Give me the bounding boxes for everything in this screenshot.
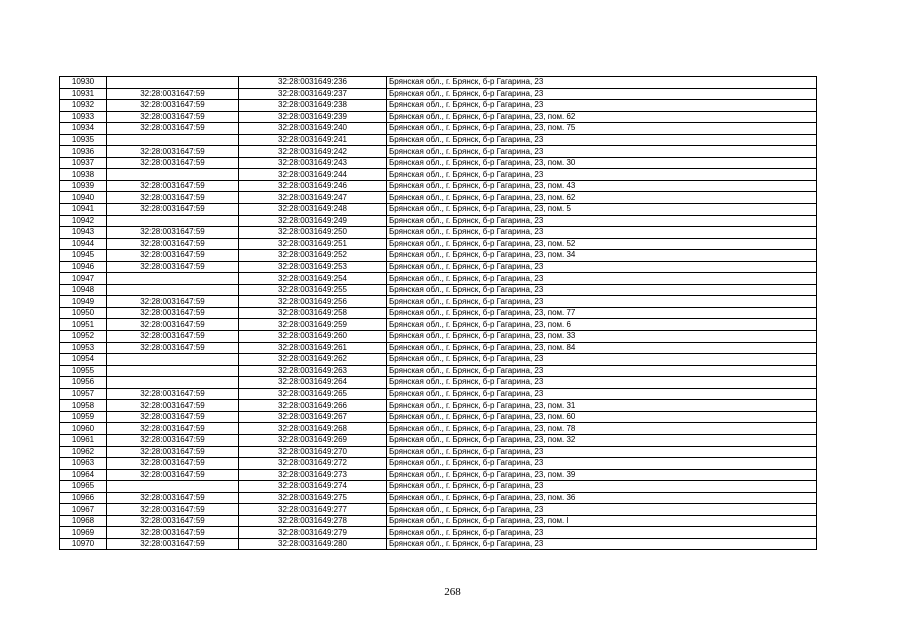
cadastral-number-cell: 32:28:0031649:239: [239, 111, 387, 123]
parent-cadastral-cell: [107, 481, 239, 493]
cadastral-number-cell: 32:28:0031649:259: [239, 319, 387, 331]
row-number-cell: 10946: [60, 261, 107, 273]
table-row: [60, 538, 817, 550]
row-number-cell: 10964: [60, 469, 107, 481]
parent-cadastral-cell: 32:28:0031647:59: [107, 123, 239, 135]
table-row: [60, 123, 817, 135]
parent-cadastral-cell: 32:28:0031647:59: [107, 250, 239, 262]
parent-cadastral-cell: 32:28:0031647:59: [107, 192, 239, 204]
address-cell: Брянская обл., г. Брянск, б-р Гагарина, 23: [387, 388, 817, 400]
row-number-cell: 10945: [60, 250, 107, 262]
table-row: [60, 527, 817, 539]
row-number-cell: 10966: [60, 492, 107, 504]
parent-cadastral-cell: 32:28:0031647:59: [107, 446, 239, 458]
row-number-cell: 10940: [60, 192, 107, 204]
row-number-cell: 10963: [60, 458, 107, 470]
row-number-cell: 10937: [60, 157, 107, 169]
table-row: [60, 365, 817, 377]
parent-cadastral-cell: 32:28:0031647:59: [107, 331, 239, 343]
table-row: [60, 423, 817, 435]
address-cell: Брянская обл., г. Брянск, б-р Гагарина, 23, пом. 6: [387, 319, 817, 331]
cadastral-number-cell: 32:28:0031649:254: [239, 273, 387, 285]
address-cell: Брянская обл., г. Брянск, б-р Гагарина, 23: [387, 77, 817, 89]
parent-cadastral-cell: 32:28:0031647:59: [107, 100, 239, 112]
parent-cadastral-cell: 32:28:0031647:59: [107, 238, 239, 250]
address-cell: Брянская обл., г. Брянск, б-р Гагарина, 23: [387, 354, 817, 366]
row-number-cell: 10942: [60, 215, 107, 227]
address-cell: Брянская обл., г. Брянск, б-р Гагарина, 23: [387, 538, 817, 550]
table-row: [60, 515, 817, 527]
parent-cadastral-cell: 32:28:0031647:59: [107, 423, 239, 435]
table-row: [60, 169, 817, 181]
table-row: [60, 192, 817, 204]
row-number-cell: 10952: [60, 331, 107, 343]
table-row: [60, 446, 817, 458]
cadastral-number-cell: 32:28:0031649:275: [239, 492, 387, 504]
cadastral-number-cell: 32:28:0031649:246: [239, 180, 387, 192]
parent-cadastral-cell: 32:28:0031647:59: [107, 515, 239, 527]
address-cell: Брянская обл., г. Брянск, б-р Гагарина, 23: [387, 261, 817, 273]
table-row: [60, 307, 817, 319]
cadastral-number-cell: 32:28:0031649:249: [239, 215, 387, 227]
cadastral-number-cell: 32:28:0031649:268: [239, 423, 387, 435]
row-number-cell: 10936: [60, 146, 107, 158]
address-cell: Брянская обл., г. Брянск, б-р Гагарина, 23, пом. 84: [387, 342, 817, 354]
row-number-cell: 10962: [60, 446, 107, 458]
row-number-cell: 10935: [60, 134, 107, 146]
parent-cadastral-cell: 32:28:0031647:59: [107, 204, 239, 216]
table-row: [60, 227, 817, 239]
cadastral-number-cell: 32:28:0031649:266: [239, 400, 387, 412]
row-number-cell: 10957: [60, 388, 107, 400]
row-number-cell: 10943: [60, 227, 107, 239]
table-row: [60, 377, 817, 389]
table-row: [60, 77, 817, 89]
cadastral-number-cell: 32:28:0031649:264: [239, 377, 387, 389]
row-number-cell: 10934: [60, 123, 107, 135]
row-number-cell: 10948: [60, 284, 107, 296]
address-cell: Брянская обл., г. Брянск, б-р Гагарина, 23, пом. 43: [387, 180, 817, 192]
table-row: [60, 492, 817, 504]
cadastral-number-cell: 32:28:0031649:258: [239, 307, 387, 319]
row-number-cell: 10933: [60, 111, 107, 123]
parent-cadastral-cell: [107, 215, 239, 227]
address-cell: Брянская обл., г. Брянск, б-р Гагарина, 23, пом. 62: [387, 192, 817, 204]
cadastral-number-cell: 32:28:0031649:238: [239, 100, 387, 112]
row-number-cell: 10958: [60, 400, 107, 412]
table-row: [60, 388, 817, 400]
address-cell: Брянская обл., г. Брянск, б-р Гагарина, 23: [387, 146, 817, 158]
address-cell: Брянская обл., г. Брянск, б-р Гагарина, 23, пом. 39: [387, 469, 817, 481]
row-number-cell: 10961: [60, 434, 107, 446]
parent-cadastral-cell: 32:28:0031647:59: [107, 111, 239, 123]
parent-cadastral-cell: [107, 354, 239, 366]
registry-table-body: [60, 77, 817, 550]
row-number-cell: 10931: [60, 88, 107, 100]
parent-cadastral-cell: 32:28:0031647:59: [107, 388, 239, 400]
address-cell: Брянская обл., г. Брянск, б-р Гагарина, 23, пом. 31: [387, 400, 817, 412]
parent-cadastral-cell: 32:28:0031647:59: [107, 492, 239, 504]
table-row: [60, 469, 817, 481]
parent-cadastral-cell: 32:28:0031647:59: [107, 527, 239, 539]
parent-cadastral-cell: 32:28:0031647:59: [107, 342, 239, 354]
parent-cadastral-cell: 32:28:0031647:59: [107, 411, 239, 423]
address-cell: Брянская обл., г. Брянск, б-р Гагарина, 23, пом. 30: [387, 157, 817, 169]
address-cell: Брянская обл., г. Брянск, б-р Гагарина, 23: [387, 504, 817, 516]
cadastral-number-cell: 32:28:0031649:263: [239, 365, 387, 377]
address-cell: Брянская обл., г. Брянск, б-р Гагарина, 23: [387, 458, 817, 470]
row-number-cell: 10970: [60, 538, 107, 550]
cadastral-number-cell: 32:28:0031649:273: [239, 469, 387, 481]
address-cell: Брянская обл., г. Брянск, б-р Гагарина, 23: [387, 365, 817, 377]
address-cell: Брянская обл., г. Брянск, б-р Гагарина, 23, пом. 5: [387, 204, 817, 216]
address-cell: Брянская обл., г. Брянск, б-р Гагарина, 23: [387, 377, 817, 389]
cadastral-number-cell: 32:28:0031649:247: [239, 192, 387, 204]
parent-cadastral-cell: 32:28:0031647:59: [107, 469, 239, 481]
address-cell: Брянская обл., г. Брянск, б-р Гагарина, 23, пом. 52: [387, 238, 817, 250]
address-cell: Брянская обл., г. Брянск, б-р Гагарина, 23, пом. 77: [387, 307, 817, 319]
cadastral-number-cell: 32:28:0031649:267: [239, 411, 387, 423]
table-row: [60, 111, 817, 123]
address-cell: Брянская обл., г. Брянск, б-р Гагарина, 23, пом. 36: [387, 492, 817, 504]
row-number-cell: 10968: [60, 515, 107, 527]
table-row: [60, 180, 817, 192]
row-number-cell: 10967: [60, 504, 107, 516]
cadastral-number-cell: 32:28:0031649:265: [239, 388, 387, 400]
parent-cadastral-cell: 32:28:0031647:59: [107, 504, 239, 516]
parent-cadastral-cell: 32:28:0031647:59: [107, 88, 239, 100]
parent-cadastral-cell: 32:28:0031647:59: [107, 261, 239, 273]
row-number-cell: 10956: [60, 377, 107, 389]
row-number-cell: 10954: [60, 354, 107, 366]
table-row: [60, 134, 817, 146]
table-row: [60, 458, 817, 470]
address-cell: Брянская обл., г. Брянск, б-р Гагарина, 23: [387, 527, 817, 539]
row-number-cell: 10930: [60, 77, 107, 89]
row-number-cell: 10951: [60, 319, 107, 331]
row-number-cell: 10965: [60, 481, 107, 493]
parent-cadastral-cell: 32:28:0031647:59: [107, 319, 239, 331]
table-row: [60, 400, 817, 412]
cadastral-number-cell: 32:28:0031649:256: [239, 296, 387, 308]
row-number-cell: 10938: [60, 169, 107, 181]
table-row: [60, 342, 817, 354]
address-cell: Брянская обл., г. Брянск, б-р Гагарина, 23: [387, 227, 817, 239]
cadastral-number-cell: 32:28:0031649:240: [239, 123, 387, 135]
table-row: [60, 100, 817, 112]
row-number-cell: 10959: [60, 411, 107, 423]
address-cell: Брянская обл., г. Брянск, б-р Гагарина, 23, пом. 33: [387, 331, 817, 343]
row-number-cell: 10969: [60, 527, 107, 539]
registry-table: [59, 76, 817, 550]
table-row: [60, 215, 817, 227]
parent-cadastral-cell: 32:28:0031647:59: [107, 538, 239, 550]
address-cell: Брянская обл., г. Брянск, б-р Гагарина, 23: [387, 284, 817, 296]
table-row: [60, 434, 817, 446]
cadastral-number-cell: 32:28:0031649:250: [239, 227, 387, 239]
address-cell: Брянская обл., г. Брянск, б-р Гагарина, 23: [387, 296, 817, 308]
table-row: [60, 481, 817, 493]
table-row: [60, 284, 817, 296]
cadastral-number-cell: 32:28:0031649:248: [239, 204, 387, 216]
table-row: [60, 157, 817, 169]
row-number-cell: 10947: [60, 273, 107, 285]
table-row: [60, 88, 817, 100]
parent-cadastral-cell: 32:28:0031647:59: [107, 146, 239, 158]
cadastral-number-cell: 32:28:0031649:260: [239, 331, 387, 343]
row-number-cell: 10955: [60, 365, 107, 377]
address-cell: Брянская обл., г. Брянск, б-р Гагарина, 23: [387, 100, 817, 112]
cadastral-number-cell: 32:28:0031649:274: [239, 481, 387, 493]
parent-cadastral-cell: [107, 169, 239, 181]
parent-cadastral-cell: [107, 273, 239, 285]
table-row: [60, 354, 817, 366]
address-cell: Брянская обл., г. Брянск, б-р Гагарина, 23, пом. 75: [387, 123, 817, 135]
row-number-cell: 10944: [60, 238, 107, 250]
cadastral-number-cell: 32:28:0031649:242: [239, 146, 387, 158]
table-row: [60, 411, 817, 423]
cadastral-number-cell: 32:28:0031649:280: [239, 538, 387, 550]
cadastral-number-cell: 32:28:0031649:252: [239, 250, 387, 262]
row-number-cell: 10939: [60, 180, 107, 192]
address-cell: Брянская обл., г. Брянск, б-р Гагарина, 23: [387, 169, 817, 181]
table-row: [60, 273, 817, 285]
row-number-cell: 10949: [60, 296, 107, 308]
cadastral-number-cell: 32:28:0031649:261: [239, 342, 387, 354]
table-row: [60, 331, 817, 343]
cadastral-number-cell: 32:28:0031649:237: [239, 88, 387, 100]
parent-cadastral-cell: 32:28:0031647:59: [107, 458, 239, 470]
cadastral-number-cell: 32:28:0031649:270: [239, 446, 387, 458]
table-row: [60, 296, 817, 308]
parent-cadastral-cell: 32:28:0031647:59: [107, 227, 239, 239]
address-cell: Брянская обл., г. Брянск, б-р Гагарина, 23, пом. I: [387, 515, 817, 527]
parent-cadastral-cell: 32:28:0031647:59: [107, 434, 239, 446]
address-cell: Брянская обл., г. Брянск, б-р Гагарина, 23, пом. 78: [387, 423, 817, 435]
table-row: [60, 146, 817, 158]
address-cell: Брянская обл., г. Брянск, б-р Гагарина, 23: [387, 273, 817, 285]
cadastral-number-cell: 32:28:0031649:279: [239, 527, 387, 539]
table-row: [60, 238, 817, 250]
cadastral-number-cell: 32:28:0031649:251: [239, 238, 387, 250]
address-cell: Брянская обл., г. Брянск, б-р Гагарина, 23: [387, 88, 817, 100]
cadastral-number-cell: 32:28:0031649:236: [239, 77, 387, 89]
address-cell: Брянская обл., г. Брянск, б-р Гагарина, 23: [387, 134, 817, 146]
table-row: [60, 204, 817, 216]
parent-cadastral-cell: 32:28:0031647:59: [107, 400, 239, 412]
cadastral-number-cell: 32:28:0031649:241: [239, 134, 387, 146]
parent-cadastral-cell: [107, 365, 239, 377]
address-cell: Брянская обл., г. Брянск, б-р Гагарина, 23: [387, 446, 817, 458]
cadastral-number-cell: 32:28:0031649:244: [239, 169, 387, 181]
row-number-cell: 10953: [60, 342, 107, 354]
parent-cadastral-cell: [107, 77, 239, 89]
address-cell: Брянская обл., г. Брянск, б-р Гагарина, 23: [387, 215, 817, 227]
row-number-cell: 10960: [60, 423, 107, 435]
cadastral-number-cell: 32:28:0031649:277: [239, 504, 387, 516]
parent-cadastral-cell: [107, 134, 239, 146]
cadastral-number-cell: 32:28:0031649:278: [239, 515, 387, 527]
address-cell: Брянская обл., г. Брянск, б-р Гагарина, 23, пом. 34: [387, 250, 817, 262]
cadastral-number-cell: 32:28:0031649:243: [239, 157, 387, 169]
table-row: [60, 261, 817, 273]
table-row: [60, 319, 817, 331]
cadastral-number-cell: 32:28:0031649:272: [239, 458, 387, 470]
address-cell: Брянская обл., г. Брянск, б-р Гагарина, 23, пом. 62: [387, 111, 817, 123]
cadastral-number-cell: 32:28:0031649:269: [239, 434, 387, 446]
table-row: [60, 250, 817, 262]
parent-cadastral-cell: [107, 377, 239, 389]
parent-cadastral-cell: 32:28:0031647:59: [107, 307, 239, 319]
address-cell: Брянская обл., г. Брянск, б-р Гагарина, 23, пом. 60: [387, 411, 817, 423]
page-number: 268: [444, 586, 461, 598]
row-number-cell: 10932: [60, 100, 107, 112]
row-number-cell: 10950: [60, 307, 107, 319]
cadastral-number-cell: 32:28:0031649:255: [239, 284, 387, 296]
table-row: [60, 504, 817, 516]
parent-cadastral-cell: [107, 284, 239, 296]
cadastral-number-cell: 32:28:0031649:262: [239, 354, 387, 366]
cadastral-number-cell: 32:28:0031649:253: [239, 261, 387, 273]
address-cell: Брянская обл., г. Брянск, б-р Гагарина, 23: [387, 481, 817, 493]
row-number-cell: 10941: [60, 204, 107, 216]
address-cell: Брянская обл., г. Брянск, б-р Гагарина, 23, пом. 32: [387, 434, 817, 446]
parent-cadastral-cell: 32:28:0031647:59: [107, 180, 239, 192]
parent-cadastral-cell: 32:28:0031647:59: [107, 296, 239, 308]
parent-cadastral-cell: 32:28:0031647:59: [107, 157, 239, 169]
